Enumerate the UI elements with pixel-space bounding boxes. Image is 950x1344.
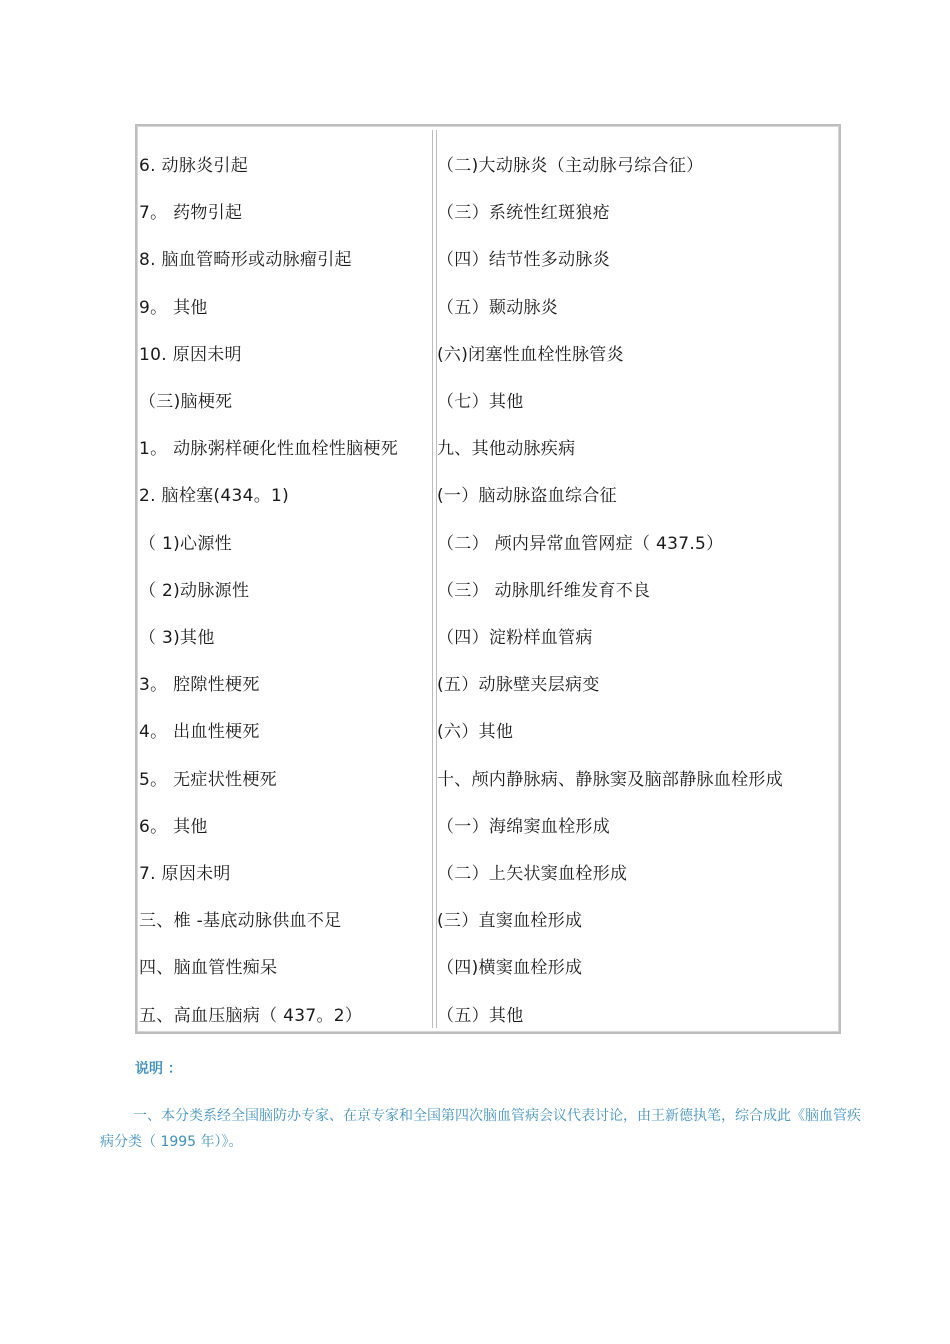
table-cell: 10. 原因未明 [139, 344, 242, 365]
notes-heading: 说明 ： [135, 1061, 182, 1077]
table-cell: （二)大动脉炎（主动脉弓综合征） [437, 156, 704, 176]
table-cell: (五）动脉壁夹层病变 [437, 675, 600, 696]
table-cell: 九、其他动脉疾病 [437, 439, 576, 460]
table-cell: (六）其他 [437, 722, 514, 743]
table-cell: （五）其他 [437, 1005, 524, 1026]
table-cell: （ 2)动脉源性 [139, 580, 250, 601]
table-cell: (三）直窦血栓形成 [437, 911, 583, 932]
table-cell: 9。 其他 [139, 297, 208, 318]
classification-table [135, 124, 841, 1034]
table-cell: 7。 药物引起 [139, 203, 243, 224]
table-cell: 五、高血压脑病（ 437。2） [139, 1005, 363, 1026]
table-cell: 三、椎 -基底动脉供血不足 [139, 911, 342, 932]
table-cell: （ 3)其他 [139, 628, 215, 648]
table-cell: （二）上矢状窦血栓形成 [437, 864, 628, 884]
table-cell: （一）海绵窦血栓形成 [437, 816, 610, 837]
table-cell: (六)闭塞性血栓性脉管炎 [437, 344, 624, 365]
table-cell: 5。 无症状性梗死 [139, 769, 277, 790]
table-cell: （四）淀粉样血管病 [437, 628, 593, 648]
table-cell: 6。 其他 [139, 816, 208, 837]
table-cell: （四）结节性多动脉炎 [437, 250, 610, 271]
table-cell: （四)横窦血栓形成 [437, 958, 583, 979]
table-cell: （五）颞动脉炎 [437, 297, 559, 318]
table-cell: 6. 动脉炎引起 [139, 156, 249, 176]
table-cell: 4。 出血性梗死 [139, 722, 260, 743]
table-cell: 7. 原因未明 [139, 864, 231, 884]
table-cell: 1。 动脉粥样硬化性血栓性脑梗死 [139, 439, 399, 460]
table-cell: （七）其他 [437, 392, 524, 412]
table-cell: （三）系统性红斑狼疮 [437, 203, 610, 224]
table-cell: 2. 脑栓塞(434。1) [139, 486, 290, 507]
table-cell: 8. 脑血管畸形或动脉瘤引起 [139, 250, 352, 271]
table-cell: 十、颅内静脉病、静脉窦及脑部静脉血栓形成 [437, 769, 783, 790]
table-cell: (一）脑动脉盗血综合征 [437, 486, 617, 507]
table-cell: （三)脑梗死 [139, 392, 233, 412]
table-cell: 四、脑血管性痴呆 [139, 958, 278, 979]
table-cell: （三） 动脉肌纤维发育不良 [437, 580, 651, 601]
table-cell: 3。 腔隙性梗死 [139, 675, 260, 696]
table-cell: （ 1)心源性 [139, 533, 232, 554]
table-cell: （二） 颅内异常血管网症（ 437.5） [437, 533, 724, 554]
notes-paragraph: 一、本分类系经全国脑防办专家、在京专家和全国第四次脑血管病会议代表讨论，由王新德执笔，综合成此《脑血管疾病分类（ 1995 年）》。 [100, 1108, 861, 1150]
